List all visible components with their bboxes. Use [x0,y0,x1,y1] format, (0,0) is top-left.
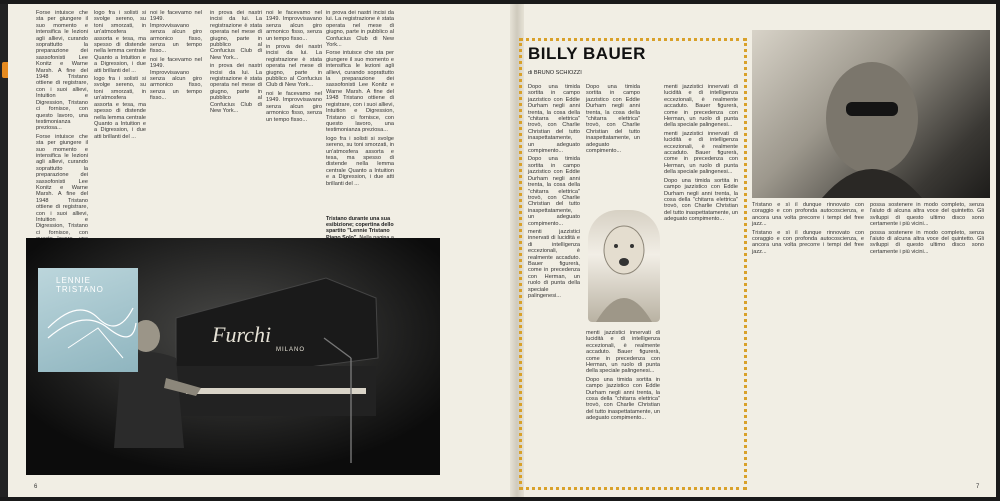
piano-city: MILANO [276,347,306,353]
bauer-photo [588,210,660,322]
left-col-5: noi le facevamo nel 1949. Improvvisavano senza alcun giro armonico fisso, senza un tempo fisso... in prova dei nastri incisi da lui. La registrazione è stata operata nel mese di giugno, parte in pubblico al Confucius Club di New York... noi le facevamo nel 1949. Improvvisavano senza alcun giro armonico fisso, senza un tempo fisso... [266,10,322,123]
left-col-6: in prova dei nastri incisi da lui. La registrazione è stata operata nel mese di giugno, parte in pubblico al Confucius Club di New York... Forse intuisce che sta per giungere il suo momento e intensifica le lezioni agli allievi, curando soprattutto la preparazione dei sassofonisti Lee Konitz e Warne Marsh. A fine del 1948 Tristano ottiene di registrare, con i suoi allievi, Intuition e Digression, Tristano ci fornisce, con questo lavoro, una testimonianza preziosa... logo fra i solisti si svolge sereno, su toni smorzati, in un'atmosfera assorta e tesa, ma spesso di distende nella lemma centrale Quanto a Intuition e a Digression, i due atti brillanti del ... [326,10,394,187]
album-title: LENNIE TRISTANO [56,276,104,294]
right-col-2b: menti jazzistici innervati di lucidità e di intelligenza eccezionali, è realmente accaduto. Bauer figurerà, come in precedenza con Herman, un ruolo di punta della speciale palingenesi... Dopo una timida sortita in campo jazzistico con Eddie Durham negli anni trenta, la cosa della "chitarra elettrica" trovò, con Charlie Christian del tutto inaspettatamente, un adeguato compimento... [586,330,660,422]
article-byline: di BRUNO SCHIOZZI [528,70,582,76]
photo-caption: Tristano durante una sua esibizione; copertina dello spartito "Lennie Tristano [326,216,394,235]
right-col-2: Dopo una timida sortita in campo jazzistico con Eddie Durham negli anni trenta, la cosa della "chitarra elettrica" trovò, con Charlie Christian del tutto inaspettatamente, un adeguato compimento... [586,84,640,155]
portrait-illustration [752,30,990,198]
left-col-4: in prova dei nastri incisi da lui. La registrazione è stata operata nel mese di giugno, parte in pubblico al Confucius Club di New York... in prova dei nastri incisi da lui. La registrazione è stata operata nel mese di giugno, parte in pubblico al Confucius Club di New York... [210,10,262,115]
tristano-portrait [752,30,990,198]
right-col-5: possa sostenere in modo completo, senza l'aiuto di alcuna altra voce del quintetto. Gli sviluppi di questo ultimo disco sono certamente i più vicini... possa sostenere in modo completo, senza l'aiuto di alcuna altra voce del quintetto. Gli sviluppi di questo ultimo disco sono certamente i più vicini... [870,202,984,255]
page-number-right: 7 [976,484,980,490]
article-title: BILLY BAUER [528,44,646,63]
right-col-4: Tristano e sì il dunque rinnovato con coraggio e con profonda autocoscienza, e ancora una volta precorre i tempi del free jazz... Tristano e sì il dunque rinnovato con coraggio e con profonda autocoscienza, e ancora una volta precorre i tempi del free jazz... [752,202,864,255]
piano-brand: Furchi [212,322,272,347]
left-col-1: Forse intuisce che sta per giungere il suo momento e intensifica le lezioni agli allievi, curando soprattutto la preparazione dei sassofonisti Lee Konitz e Warne Marsh. A fine del 1948 Tristano ottiene di registrare, con i suoi allievi, Intuition e Digression, Tristano ci fornisce, con questo lavoro, una testimonianza preziosa... Forse intuisce che sta per giungere il suo momento e intensifica le lezioni agli allievi, curando soprattutto la preparazione dei sassofonisti Lee Konitz e Warne Marsh. A fine del 1948 Tristano ottiene di registrare, con i suoi allievi, Intuition e Digression, Tristano ci fornisce, con [36,10,88,236]
page-number-left: 6 [34,484,38,490]
left-col-2: logo fra i solisti si svolge sereno, su toni smorzati, in un'atmosfera assorta e tesa, ma spesso di distende nella lemma centrale Quanto a Intuition e a Digression, i due atti brillanti del ... logo fra i solisti si svolge sereno, su toni smorzati, in un'atmosfera assorta e tesa, ma spesso di distende nella lemma centrale Quanto a Intuition e a Digression, i due atti brillanti del ... [94,10,146,140]
bauer-illustration [588,210,660,322]
left-col-3: noi le facevamo nel 1949. Improvvisavano senza alcun giro armonico fisso, senza un tempo fisso... noi le facevamo nel 1949. Improvvisavano senza alcun giro armonico fisso, senza un tempo fisso... [150,10,202,102]
right-col-1: Dopo una timida sortita in campo jazzistico con Eddie Durham negli anni trenta, la cosa della "chitarra elettrica" trovò, con Charlie Christian del tutto inaspettatamente, un adeguato compimento... Dopo una timida sortita in campo jazzistico con Eddie Durham negli anni trenta, la cosa della "chitarra elettrica" trovò, con Charlie Christian del tutto inaspettatamente, un adeguato compimento... menti jazzistici innervati di lucidità e di intelligenza eccezionali, è realmente accaduto. Bauer figurerà, come in precedenza con Herman, un ruolo di punta della speciale palingenesi... [528,84,580,299]
right-col-3: menti jazzistici innervati di lucidità e di intelligenza eccezionali, è realmente accaduto. Bauer figurerà, come in precedenza con Herman, un ruolo di punta della speciale palingenesi... menti jazzistici innervati di lucidità e di intelligenza eccezionali, è realmente accaduto. Bauer figurerà, come in precedenza con Herman, un ruolo di punta della speciale palingenesi... Dopo una timida sortita in campo jazzistico con Eddie Durham negli anni trenta, la cosa della "chitarra elettrica" trovò, con Charlie Christian del tutto inaspettatamente, un adeguato compimento... [664,84,738,223]
album-cover [38,268,138,372]
album-graphic [38,268,138,372]
